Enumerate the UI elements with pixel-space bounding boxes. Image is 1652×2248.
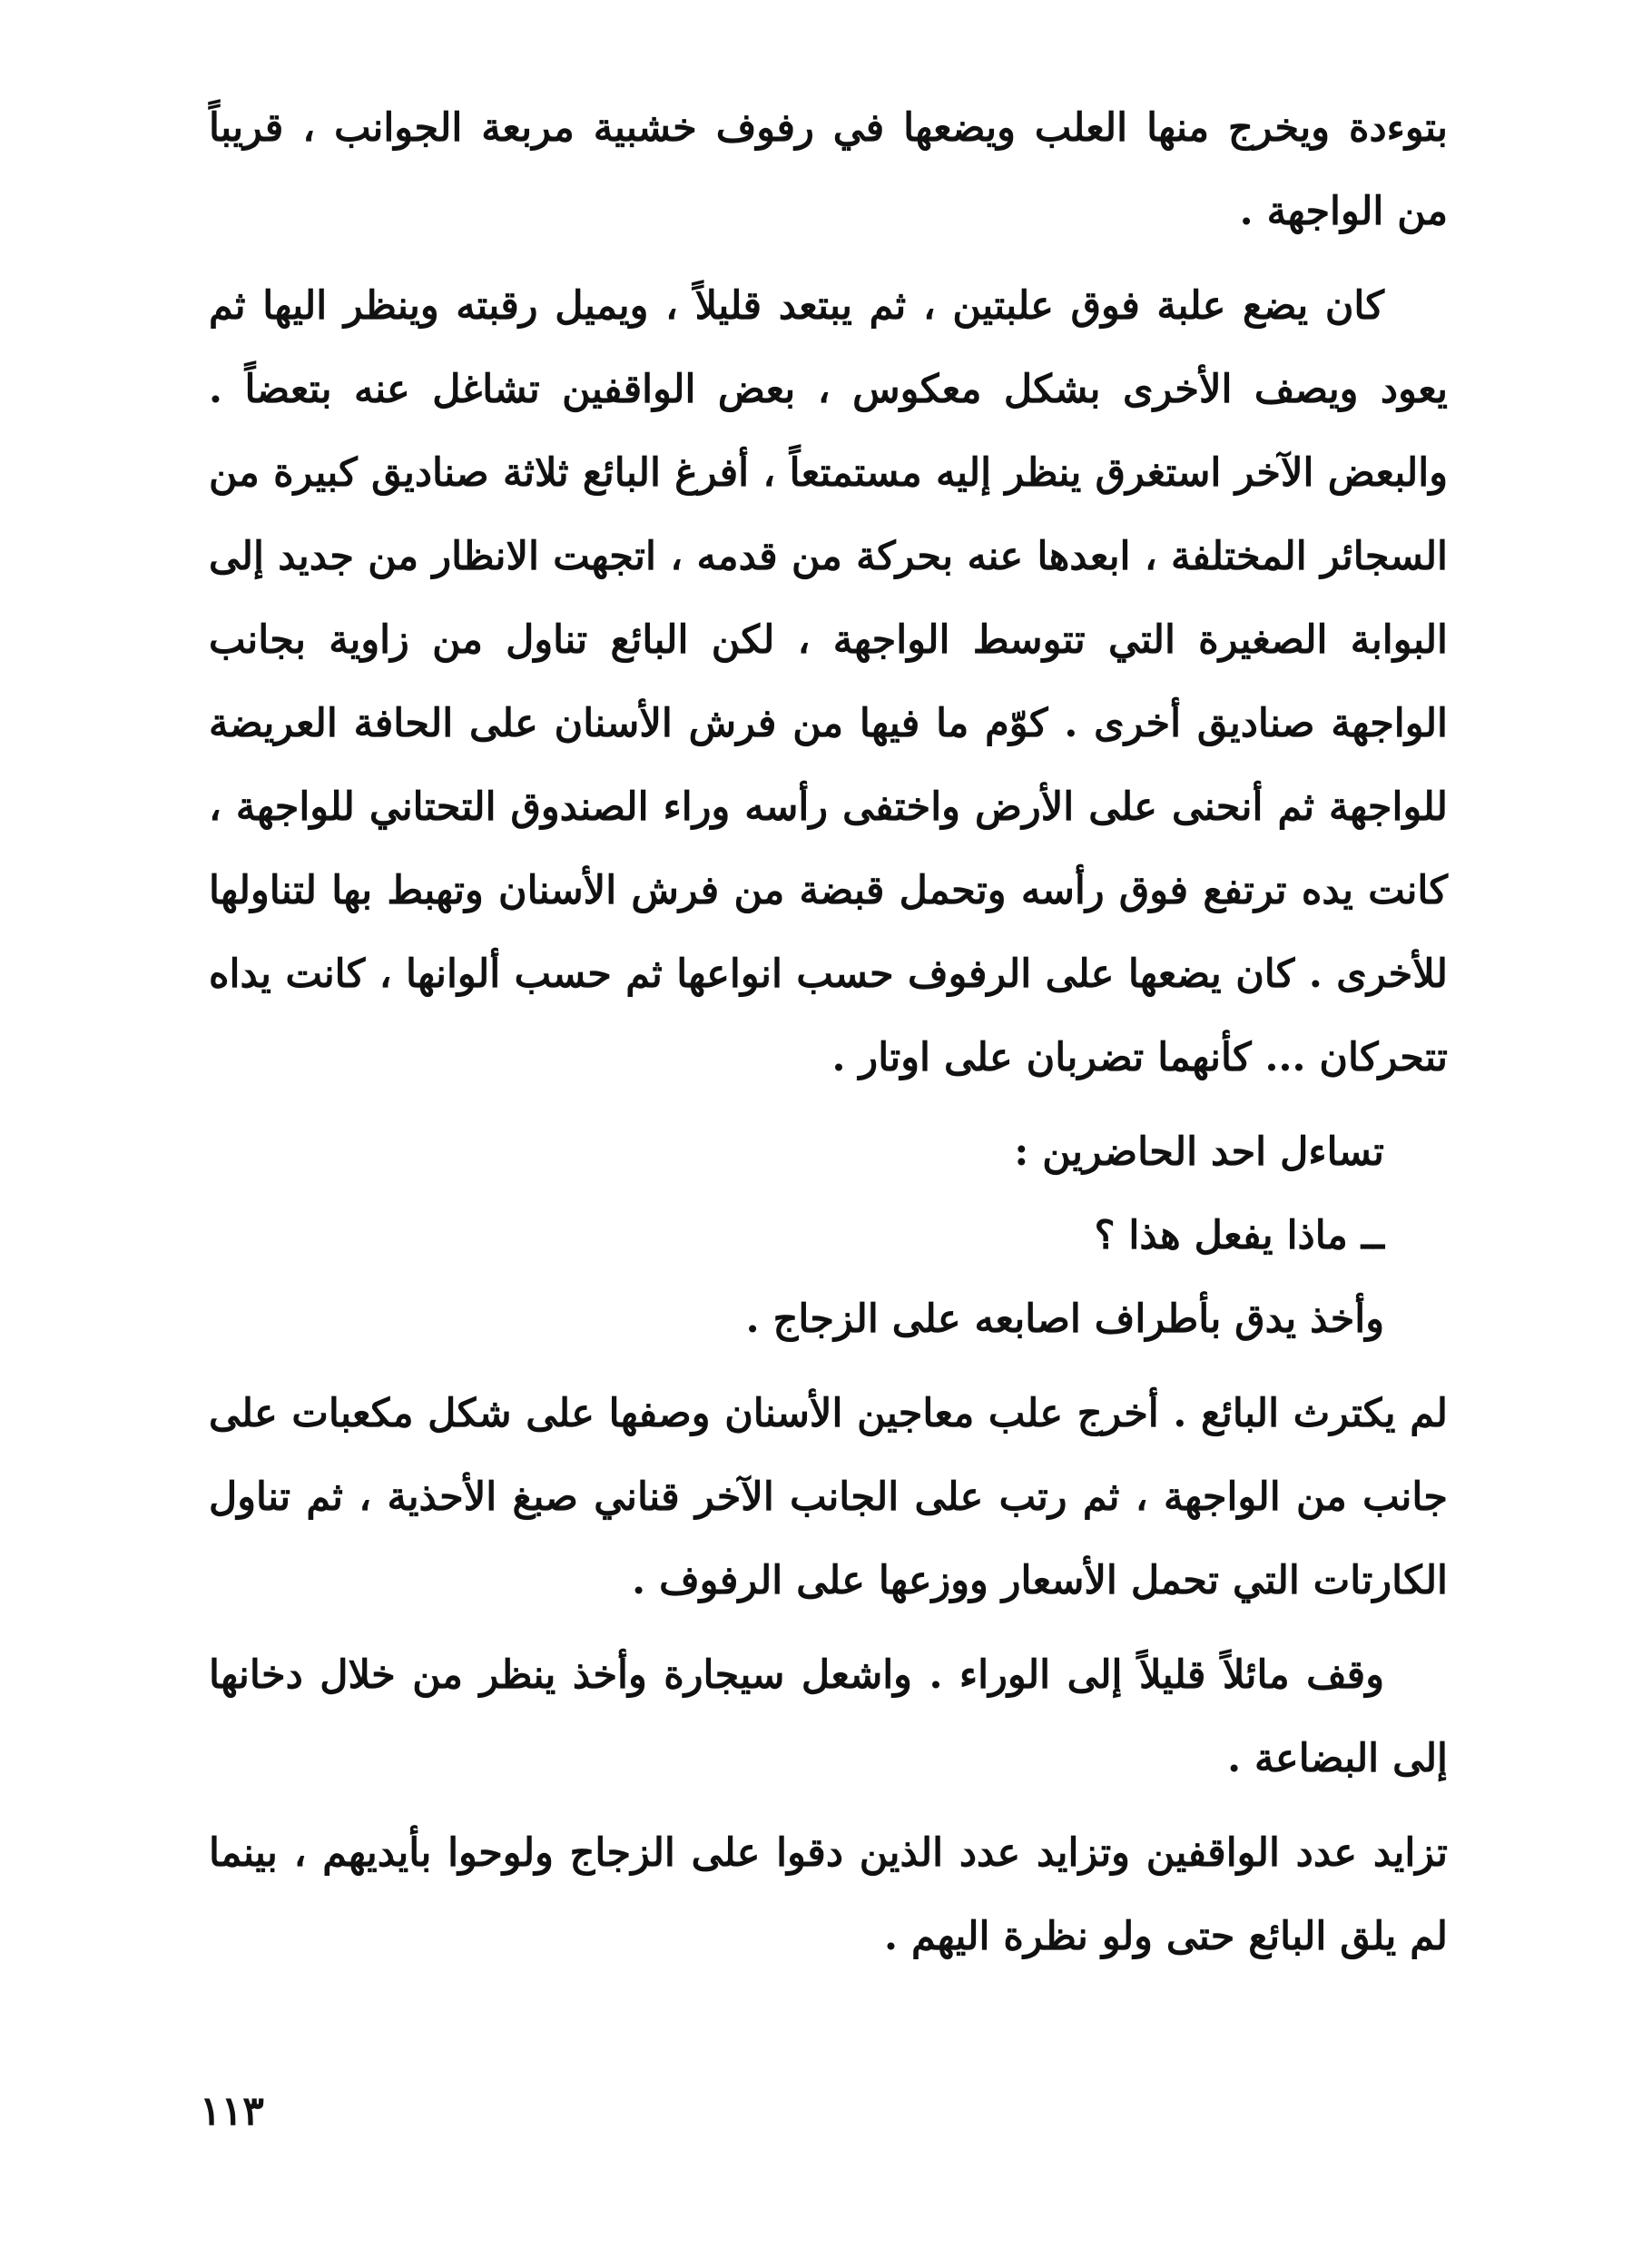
paragraph-seller-ignores: لم يكترث البائع . أخرج علب معاجين الأسنان وصفها على شكل مكعبات على جانب من الواجهة ، ثم رتب على الجانب الآخر قناني صبغ الأحذية ، ثم تناول الكارتات التي تحمل الأسعار ووزعها على الرفوف .	[209, 1391, 1448, 1603]
paragraph-cigarette: وقف مائلاً قليلاً إلى الوراء . واشعل سيجارة وأخذ ينظر من خلال دخانها إلى البضاعة .	[209, 1652, 1448, 1781]
paragraph-knocking-glass: وأخذ يدق بأطراف اصابعه على الزجاج .	[745, 1297, 1384, 1342]
paragraph-continuation: بتوءدة ويخرج منها العلب ويضعها في رفوف خشبية مربعة الجوانب ، قريباً من الواجهة .	[209, 105, 1448, 234]
paragraph-crowd-grows: تزايد عدد الواقفين وتزايد عدد الذين دقوا على الزجاج ولوحوا بأيديهم ، بينما لم يلق البائع حتى ولو نظرة اليهم .	[209, 1830, 1448, 1959]
dialogue-line: ــ ماذا يفعل هذا ؟	[1094, 1213, 1384, 1258]
paragraph-bystander-asks: تساءل احد الحاضرين :	[1014, 1129, 1384, 1175]
paragraph-seller-arranging: كان يضع علبة فوق علبتين ، ثم يبتعد قليلاً ، ويميل رقبته وينظر اليها ثم يعود ويصف الأخرى بشكل معكوس ، بعض الواقفين تشاغل عنه بتعضاً . والبعض الآخر استغرق ينظر إليه مستمتعاً ، أفرغ البائع ثلاثة صناديق كبيرة من السجائر المختلفة ، ابعدها عنه بحركة من قدمه ، اتجهت الانظار من جديد إلى البوابة الصغيرة التي تتوسط الواجهة ، لكن البائع تناول من زاوية بجانب الواجهة صناديق أخرى . كوّم ما فيها من فرش الأسنان على الحافة العريضة للواجهة ثم أنحنى على الأرض واختفى رأسه وراء الصندوق التحتاني للواجهة ، كانت يده ترتفع فوق رأسه وتحمل قبضة من فرش الأسنان وتهبط بها لتناولها للأخرى . كان يضعها على الرفوف حسب انواعها ثم حسب ألوانها ، كانت يداه تتحركان ... كأنهما تضربان على اوتار .	[209, 283, 1448, 1080]
body-text	[209, 86, 1448, 1978]
page-number: ١١٣	[200, 2088, 264, 2135]
